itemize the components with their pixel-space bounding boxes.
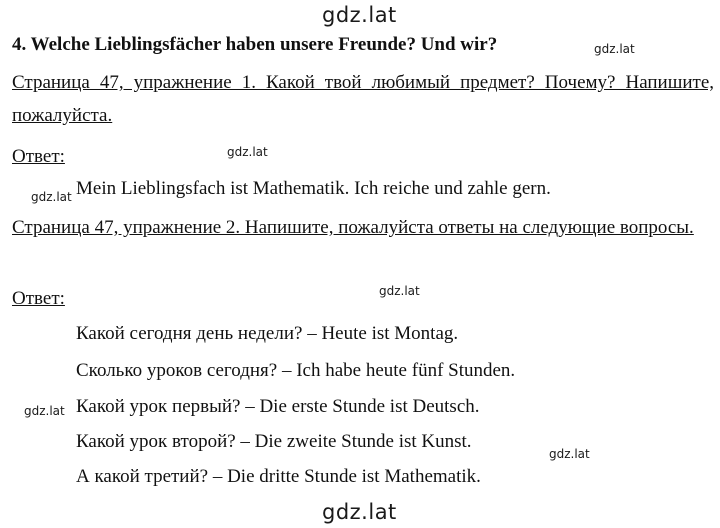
exercise1-answer-label: Ответ: bbox=[12, 146, 65, 167]
answer-line: Сколько уроков сегодня? – Ich habe heute fünf Stunden. bbox=[76, 360, 516, 381]
answer-line: Какой урок второй? – Die zweite Stunde ist Kunst. bbox=[76, 431, 472, 452]
page-title: 4. Welche Lieblingsfächer haben unsere Freunde? Und wir? bbox=[12, 34, 498, 55]
answer-line: Какой сегодня день недели? – Heute ist Montag. bbox=[76, 323, 459, 344]
watermark: gdz.lat bbox=[227, 145, 268, 159]
watermark: gdz.lat bbox=[24, 404, 65, 418]
watermark: gdz.lat bbox=[549, 447, 590, 461]
exercise1-answer: Mein Lieblingsfach ist Mathematik. Ich reiche und zahle gern. bbox=[76, 178, 551, 199]
watermark-bottom: gdz.lat bbox=[322, 500, 397, 524]
exercise2-answer-label: Ответ: bbox=[12, 288, 65, 309]
watermark: gdz.lat bbox=[594, 42, 635, 56]
watermark: gdz.lat bbox=[379, 284, 420, 298]
answer-line: Какой урок первый? – Die erste Stunde ist Deutsch. bbox=[76, 396, 480, 417]
answer-line: А какой третий? – Die dritte Stunde ist Mathematik. bbox=[76, 466, 481, 487]
exercise1-prompt: Страница 47, упражнение 1. Какой твой любимый предмет? Почему? Напишите, пожалуйста. bbox=[12, 72, 714, 126]
watermark: gdz.lat bbox=[31, 190, 72, 204]
exercise2-prompt: Страница 47, упражнение 2. Напишите, пожалуйста ответы на следующие вопросы. bbox=[12, 217, 694, 238]
watermark-top: gdz.lat bbox=[322, 3, 397, 27]
